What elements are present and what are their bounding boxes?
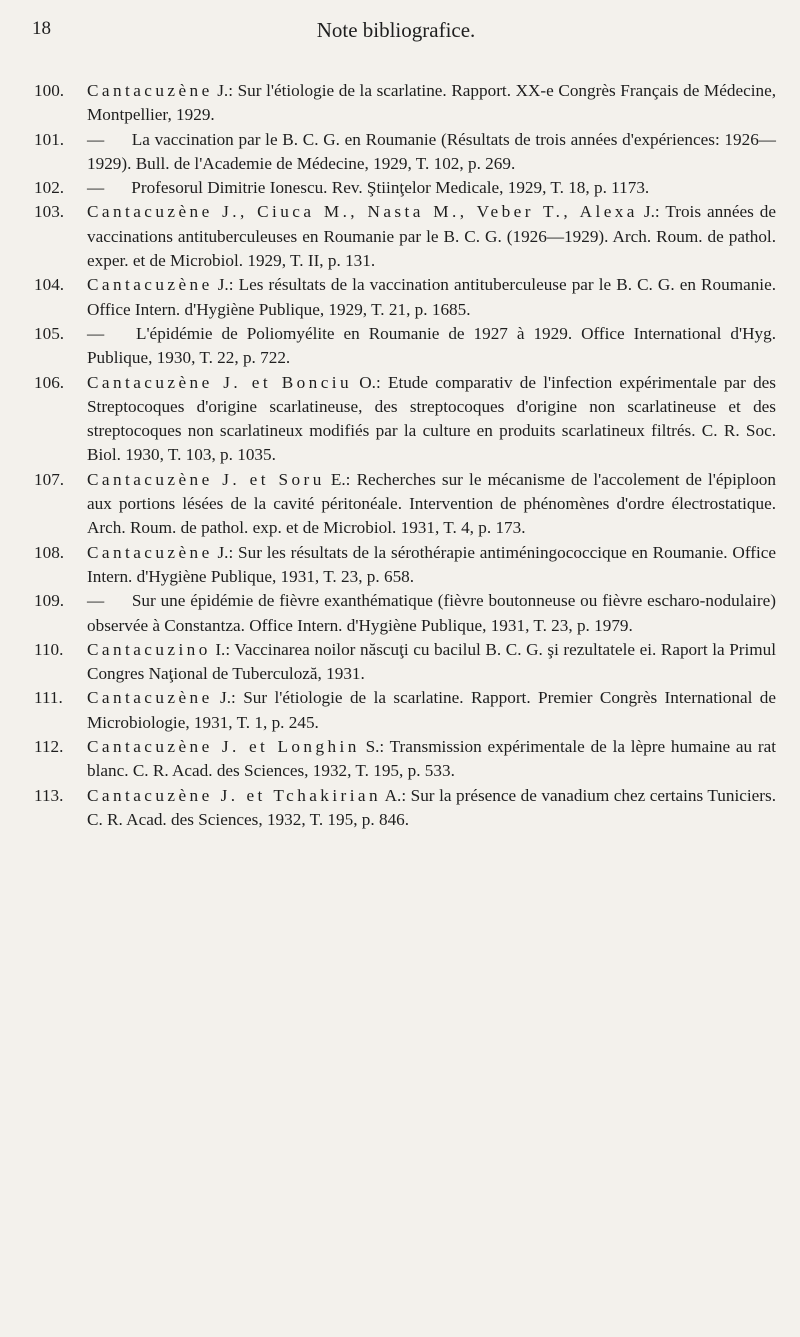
reference-text: J.: Trois années de vaccinations antituberculeuses en Roumanie par le B. C. G. (1926—1929). Arch. Roum. de pathol. exper. et de Microbiol. 1929, T. II, p. 131. [87,202,776,271]
reference-authors: Cantacuzène [87,542,213,562]
reference-authors: Cantacuzène J. et Bonciu [87,372,353,392]
reference-text: I.: Vaccinarea noilor născuţi cu bacilul B. C. G. şi rezultatele ei. Raport la Primul Congres Naţional de Tuberculoză, 1931. [87,639,776,684]
reference-item [34,638,776,687]
reference-authors: Cantacuzène J. et Tchakirian [87,785,382,805]
reference-number: 106. [34,372,65,392]
reference-item [34,176,776,200]
reference-text: S.: Transmission expérimentale de la lèpre humaine au rat blanc. C. R. Acad. des Sciences, 1932, T. 195, p. 533. [87,737,776,781]
reference-authors: Cantacuzino [87,639,211,659]
reference-item [34,128,776,177]
reference-number: 109. [34,591,65,611]
running-title: Note bibliografice. [316,18,476,42]
reference-item [34,735,776,784]
reference-list [34,79,776,832]
reference-authors: Cantacuzène J. et Longhin [87,737,360,757]
page-number: 18 [32,18,51,39]
reference-item [34,686,776,735]
ditto-dash: — [87,129,105,149]
reference-number: 113. [34,785,64,805]
reference-item [34,200,776,273]
reference-number: 112. [34,737,64,757]
reference-authors: Cantacuzène [87,81,213,100]
reference-text: La vaccination par le B. C. G. en Roumanie (Résultats de trois années d'expériences: 1926—1929). Bull. de l'Academie de Médecine, 1929, T. 102, p. 269. [87,129,776,173]
reference-text: A.: Sur la présence de vanadium chez certains Tuniciers. C. R. Acad. des Sciences, 1932, T. 195, p. 846. [87,785,777,829]
reference-text: J.: Les résultats de la vaccination antituberculeuse par le B. C. G. en Roumanie. Office Intern. d'Hygiène Publique, 1929, T. 21, p. 1685. [87,275,776,319]
reference-number: 111. [34,688,63,708]
reference-item [34,541,776,590]
reference-number: 101. [34,129,65,149]
reference-authors: Cantacuzène J., Ciuca M., Nasta M., Veber T., Alexa [87,202,638,222]
reference-number: 108. [34,542,65,562]
reference-text: L'épidémie de Poliomyélite en Roumanie de 1927 à 1929. Office International d'Hyg. Publique, 1930, T. 22, p. 722. [87,323,776,368]
reference-item [34,784,776,833]
reference-number: 102. [34,178,65,198]
reference-item [34,322,776,371]
reference-number: 100. [34,81,65,100]
ditto-dash: — [87,591,105,611]
reference-text: O.: Etude comparativ de l'infection expérimentale par des Streptocoques d'origine scarlatineuse, des streptocoques d'origine non scarlatineuse et des streptocoques non scarlatineux modifiés par la culture en produits scarlatineux filtrés. C. R. Soc. Biol. 1930, T. 103, p. 1035. [87,372,776,465]
reference-item [34,468,776,541]
reference-text: Sur une épidémie de fièvre exanthématique (fièvre boutonneuse ou fièvre escharo-nodulaire) observée à Constantza. Office Intern. d'Hygiène Publique, 1931, T. 23, p. 1979. [87,591,776,635]
reference-authors: Cantacuzène J. et Soru [87,469,325,489]
reference-text: J.: Sur l'étiologie de la scarlatine. Rapport. XX-e Congrès Français de Médecine, Montpellier, 1929. [87,81,776,125]
reference-number: 105. [34,323,65,343]
reference-item [34,273,776,322]
ditto-dash: — [87,178,105,198]
reference-item [34,589,776,638]
reference-text: J.: Sur l'étiologie de la scarlatine. Rapport. Premier Congrès International de Microbiologie, 1931, T. 1, p. 245. [87,688,776,732]
ditto-dash: — [87,323,105,343]
reference-number: 107. [34,469,65,489]
reference-text: J.: Sur les résultats de la sérothérapie antiméningococcique en Roumanie. Office Intern. d'Hygiène Publique, 1931, T. 23, p. 658. [87,542,776,586]
page-header [32,18,760,48]
reference-number: 103. [34,202,65,222]
reference-item [34,371,776,468]
reference-authors: Cantacuzène [87,275,213,295]
reference-item [34,79,776,128]
reference-number: 110. [34,639,64,659]
reference-number: 104. [34,275,65,295]
reference-text: E.: Recherches sur le mécanisme de l'accolement de l'épiploon aux portions lésées de la cavité péritonéale. Intervention de phénomènes d'ordre électrostatique. Arch. Roum. de pathol. exp. et de Microbiol. 1931, T. 4, p. 173. [87,469,776,538]
reference-text: Profesorul Dimitrie Ionescu. Rev. Ştiinţelor Medicale, 1929, T. 18, p. 1173. [127,178,650,198]
reference-authors: Cantacuzène [87,688,213,708]
